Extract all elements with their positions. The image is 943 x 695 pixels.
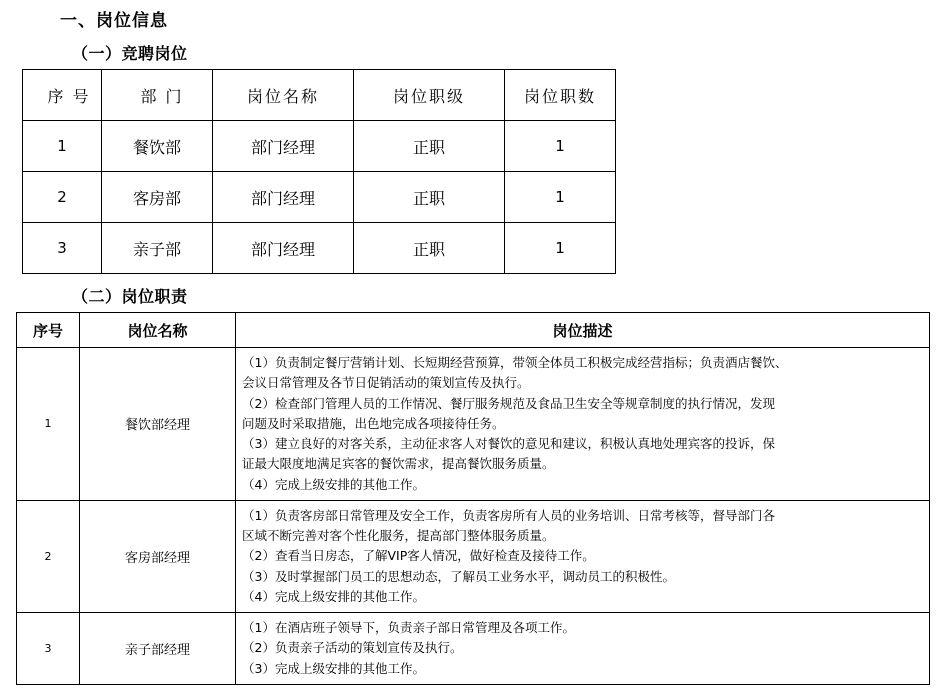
header-cell-rank: 岗位职级 — [354, 70, 505, 121]
description-line: （4）完成上级安排的其他工作。 — [242, 588, 425, 604]
table-row — [23, 121, 616, 172]
cell-description — [236, 348, 930, 501]
cell-description — [236, 500, 930, 612]
table-row — [17, 500, 930, 612]
cell-no: 3 — [23, 223, 102, 274]
header-cell-post: 岗位名称 — [80, 313, 236, 348]
competitive-posts-table — [22, 69, 616, 274]
cell-no: 1 — [23, 121, 102, 172]
cell-dept: 客房部 — [102, 172, 213, 223]
cell-no: 2 — [23, 172, 102, 223]
subsection-title-1: （一）竞聘岗位 — [72, 44, 188, 63]
table-row — [23, 172, 616, 223]
cell-rank: 正职 — [354, 121, 505, 172]
cell-post: 餐饮部经理 — [80, 348, 236, 501]
cell-no: 2 — [17, 500, 80, 612]
cell-post: 客房部经理 — [80, 500, 236, 612]
table-body — [17, 348, 930, 685]
table-header — [17, 313, 930, 348]
description-line: 区域不断完善对客个性化服务，提高部门整体服务质量。 — [242, 528, 555, 543]
header-cell-count: 岗位职数 — [505, 70, 616, 121]
cell-count: 1 — [505, 172, 616, 223]
header-cell-dept: 部 门 — [102, 70, 213, 121]
cell-no: 3 — [17, 613, 80, 685]
description-line: （1）负责客房部日常管理及安全工作，负责客房所有人员的业务培训、日常考核等，督导部门各 — [242, 507, 775, 523]
description-line: （1）负责制定餐厅营销计划、长短期经营预算，带领全体员工积极完成经营指标；负责酒店餐饮、 — [242, 355, 788, 370]
table-row — [23, 223, 616, 274]
description-line: （3）建立良好的对客关系，主动征求客人对餐饮的意见和建议，积极认真地处理宾客的投诉，保 — [242, 436, 775, 451]
section-title: 一、岗位信息 — [60, 11, 168, 31]
cell-no: 1 — [17, 348, 80, 501]
description-line: 证最大限度地满足宾客的餐饮需求，提高餐饮服务质量。 — [242, 456, 555, 472]
subsection-title-2: （二）岗位职责 — [72, 287, 188, 306]
table-header-row — [17, 313, 930, 348]
cell-dept: 亲子部 — [102, 223, 213, 274]
table-row — [17, 348, 930, 501]
description-line: （2）查看当日房态，了解VIP客人情况，做好检查及接待工作。 — [242, 548, 595, 564]
table-header — [23, 70, 616, 121]
description-line: 问题及时采取措施，出色地完成各项接待任务。 — [242, 415, 505, 431]
description-line: （4）完成上级安排的其他工作。 — [242, 476, 425, 492]
cell-dept: 餐饮部 — [102, 121, 213, 172]
header-cell-no: 序 号 — [23, 70, 102, 121]
cell-rank: 正职 — [354, 172, 505, 223]
table-body — [23, 121, 616, 274]
post-duties-table — [16, 312, 930, 685]
table-header-row — [23, 70, 616, 121]
description-line: （2）负责亲子活动的策划宣传及执行。 — [242, 640, 463, 656]
header-cell-description: 岗位描述 — [236, 313, 930, 348]
cell-post: 部门经理 — [213, 121, 354, 172]
header-cell-no: 序号 — [17, 313, 80, 348]
cell-count: 1 — [505, 223, 616, 274]
table-row — [17, 613, 930, 685]
description-line: （2）检查部门管理人员的工作情况、餐厅服务规范及食品卫生安全等规章制度的执行情况，发现 — [242, 395, 775, 411]
cell-count: 1 — [505, 121, 616, 172]
description-line: （3）及时掌握部门员工的思想动态，了解员工业务水平，调动员工的积极性。 — [242, 568, 675, 584]
description-line: （3）完成上级安排的其他工作。 — [242, 660, 425, 676]
cell-post: 亲子部经理 — [80, 613, 236, 685]
cell-description — [236, 613, 930, 685]
cell-rank: 正职 — [354, 223, 505, 274]
header-cell-post: 岗位名称 — [213, 70, 354, 121]
document-page — [0, 6, 943, 695]
description-line: 会议日常管理及各节日促销活动的策划宣传及执行。 — [242, 375, 530, 391]
cell-post: 部门经理 — [213, 172, 354, 223]
cell-post: 部门经理 — [213, 223, 354, 274]
description-line: （1）在酒店班子领导下，负责亲子部日常管理及各项工作。 — [242, 620, 575, 635]
